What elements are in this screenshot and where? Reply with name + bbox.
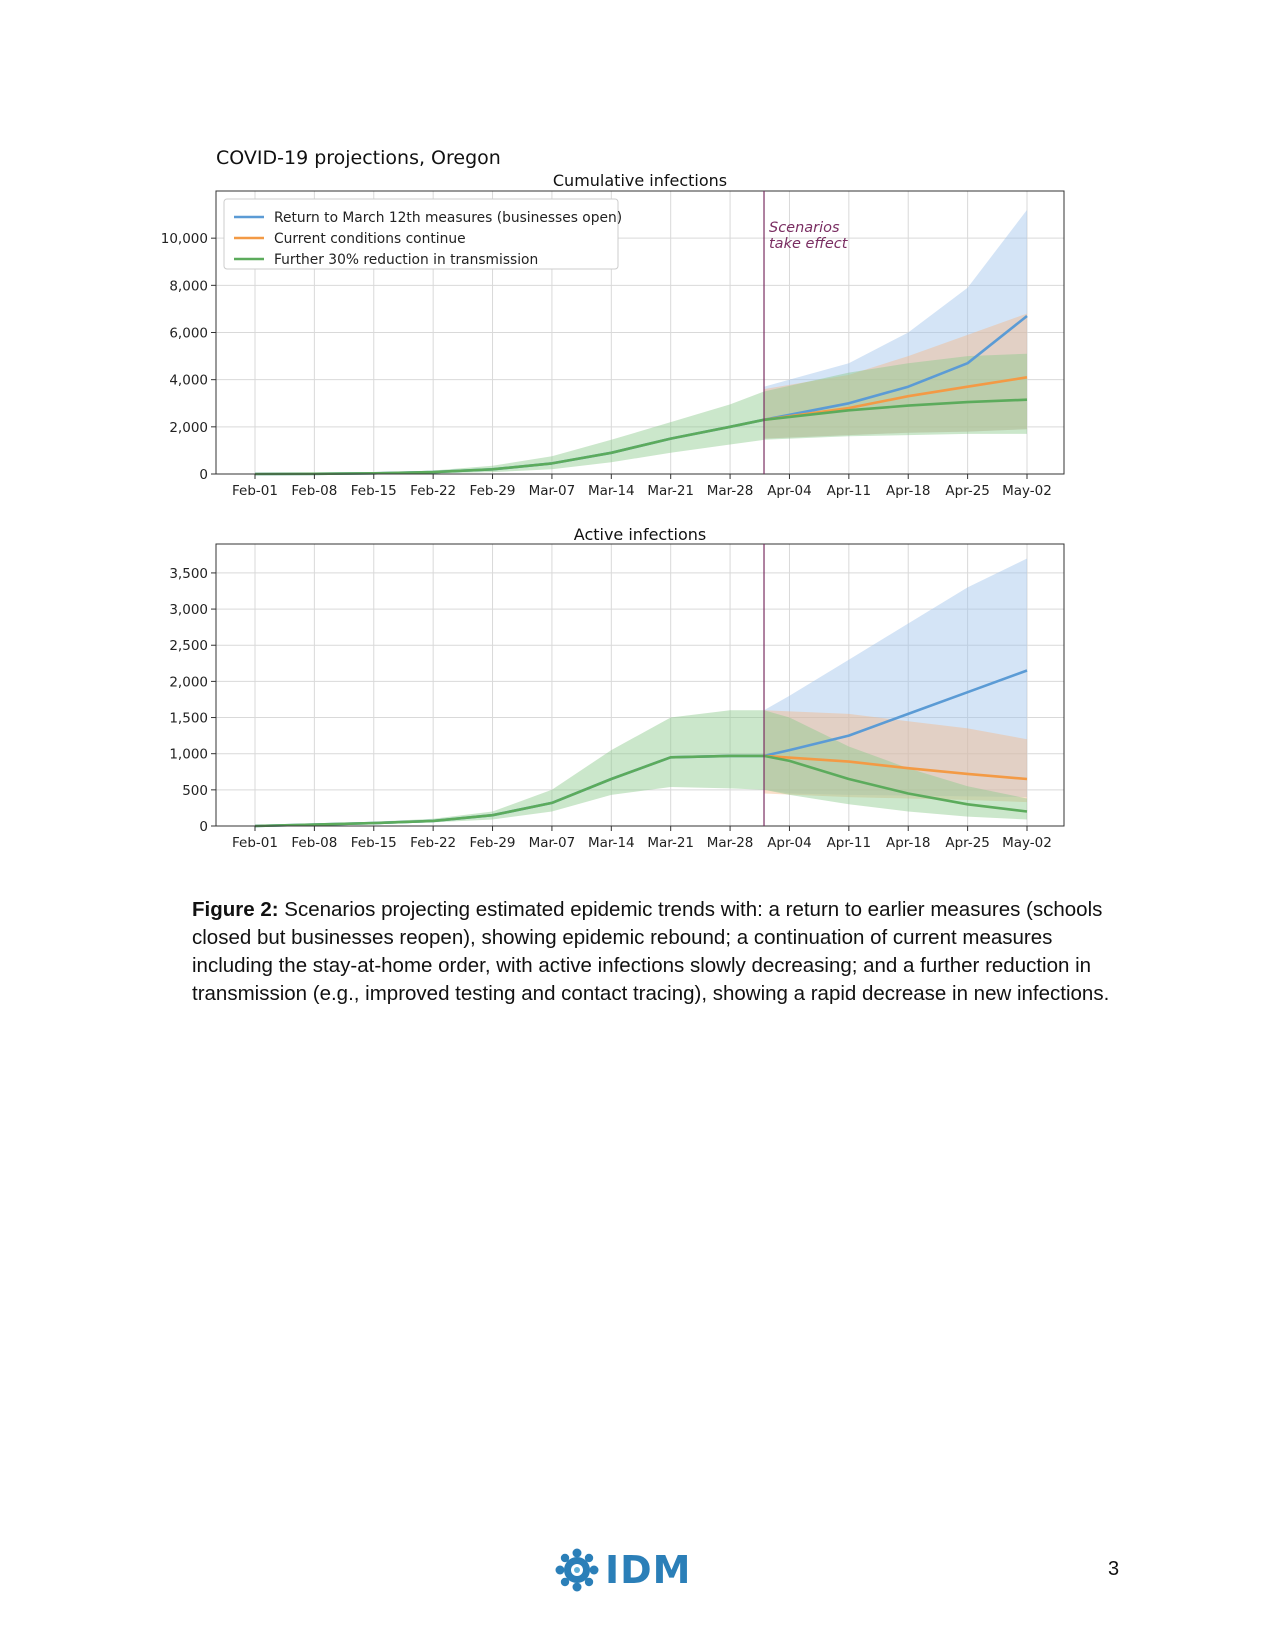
x-tick-label: Feb-29 [469, 835, 516, 851]
legend-entry: Further 30% reduction in transmission [274, 252, 539, 268]
x-tick-label: Apr-04 [767, 835, 812, 851]
annotation-line-2: take effect [769, 236, 848, 252]
active-infections-chart [169, 525, 1064, 851]
x-tick-label: Feb-22 [410, 483, 457, 499]
gear-logo-icon [555, 1548, 599, 1592]
y-tick-label: 2,000 [169, 674, 208, 691]
x-tick-label: Feb-01 [232, 835, 278, 851]
x-tick-label: Apr-25 [945, 835, 990, 851]
y-tick-label: 3,500 [169, 565, 208, 582]
x-tick-label: Mar-07 [528, 835, 576, 851]
x-tick-label: Feb-01 [232, 483, 278, 499]
y-tick-label: 3,000 [169, 602, 208, 619]
x-tick-label: Mar-28 [706, 483, 754, 499]
chart-title: Cumulative infections [552, 171, 728, 190]
x-tick-label: Feb-15 [350, 835, 397, 851]
figure-title: COVID-19 projections, Oregon [216, 147, 501, 169]
idm-logo [555, 1545, 692, 1595]
x-tick-label: Apr-04 [767, 483, 812, 499]
caption-text: Scenarios projecting estimated epidemic trends with: a return to earlier measures (schools closed but businesses reopen), showing epidemic rebound; a continuation of current measures including the stay-at-home order, with active infections slowly decreasing; and a further reduction in transmission (e.g., improved testing and contact tracing), showing a rapid decrease in new infections. [192, 898, 1110, 1005]
x-tick-label: May-02 [1002, 835, 1052, 851]
x-tick-label: Apr-25 [945, 483, 990, 499]
x-tick-label: Apr-11 [826, 483, 872, 499]
x-tick-label: Mar-28 [706, 835, 754, 851]
legend-entry: Current conditions continue [274, 231, 466, 247]
x-tick-label: May-02 [1002, 483, 1052, 499]
legend [224, 199, 622, 269]
caption-label: Figure 2: [192, 898, 279, 921]
x-tick-label: Apr-11 [826, 835, 872, 851]
y-tick-label: 6,000 [169, 325, 208, 342]
x-tick-label: Mar-14 [587, 835, 635, 851]
logo-text: IDM [605, 1548, 692, 1592]
x-tick-label: Mar-14 [587, 483, 635, 499]
x-tick-label: Feb-15 [350, 483, 397, 499]
page-number: 3 [1108, 1558, 1120, 1580]
y-tick-label: 1,500 [169, 710, 208, 727]
x-tick-label: Apr-18 [885, 835, 931, 851]
x-tick-label: Feb-29 [469, 483, 516, 499]
y-tick-label: 2,500 [169, 638, 208, 655]
x-tick-label: Feb-22 [410, 835, 457, 851]
y-tick-label: 8,000 [169, 278, 208, 295]
x-tick-label: Mar-07 [528, 483, 576, 499]
x-tick-label: Mar-21 [647, 835, 695, 851]
y-tick-label: 0 [199, 467, 208, 483]
figure-caption [192, 896, 1132, 1008]
x-tick-label: Feb-08 [291, 483, 338, 499]
x-tick-label: Mar-21 [647, 483, 695, 499]
x-tick-label: Feb-08 [291, 835, 338, 851]
chart-title: Active infections [573, 525, 707, 544]
y-tick-label: 500 [182, 782, 208, 799]
y-tick-label: 10,000 [160, 231, 208, 248]
y-tick-label: 1,000 [169, 746, 208, 763]
x-tick-label: Apr-18 [885, 483, 931, 499]
y-tick-label: 4,000 [169, 372, 208, 389]
annotation-line-1: Scenarios [769, 220, 840, 236]
y-tick-label: 0 [199, 819, 208, 835]
cumulative-infections-chart [161, 171, 1064, 499]
y-tick-label: 2,000 [169, 419, 208, 436]
legend-entry: Return to March 12th measures (businesses open) [274, 210, 623, 226]
